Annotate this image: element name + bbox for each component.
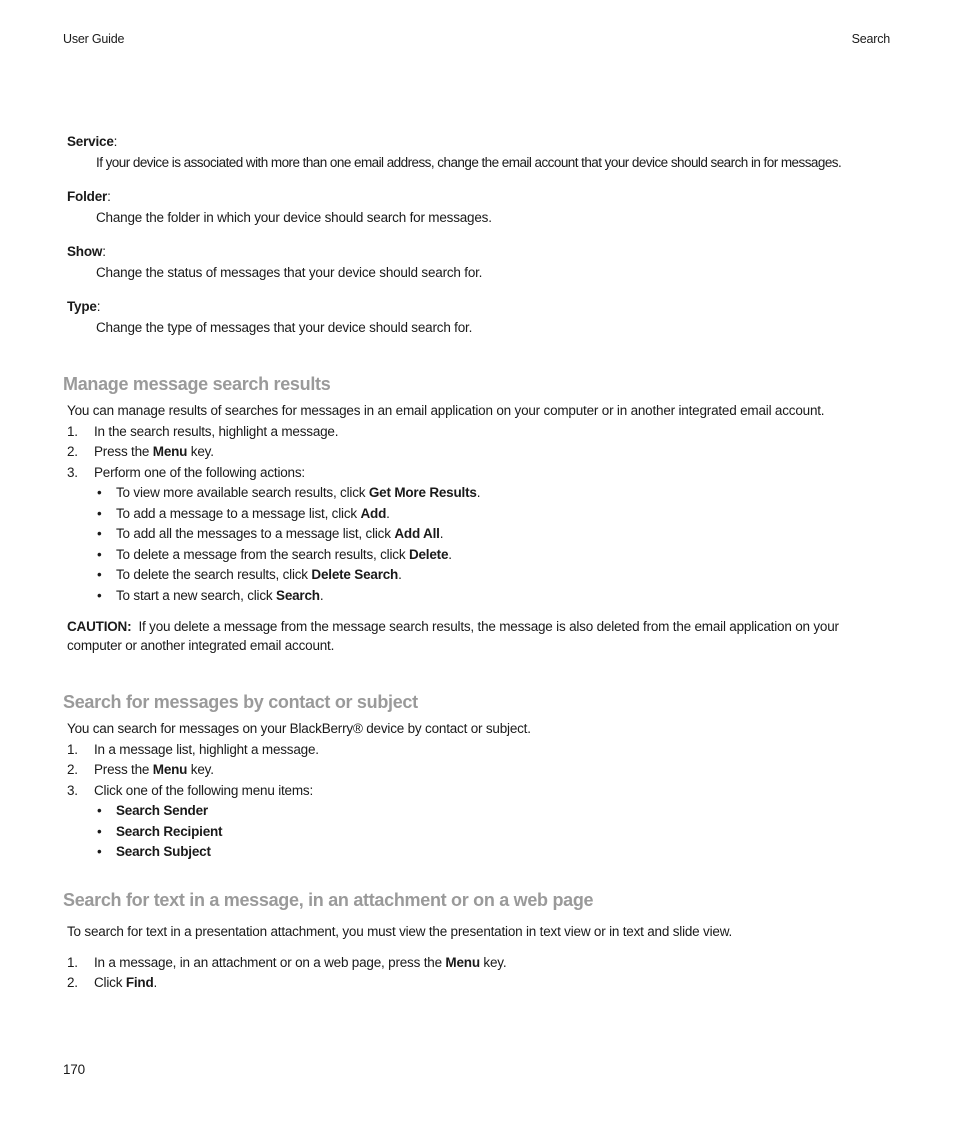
option-term: Service: — [67, 134, 118, 149]
option-description: Change the type of messages that your device should search for. — [96, 320, 473, 335]
caution-note: CAUTION: If you delete a message from the message search results, the message is also deleted from the email application on your computer or another integrated email account. — [67, 618, 839, 654]
option-show — [67, 243, 897, 282]
step-number: 1. — [67, 423, 78, 439]
step-item: 2. Press the Menu key. — [67, 442, 897, 463]
option-type — [67, 298, 897, 337]
action-item: • To add all the messages to a message list, click Add All. — [97, 526, 444, 542]
menu-item-bullets — [94, 801, 897, 863]
step-number: 1. — [67, 954, 78, 970]
menu-key-label: Menu — [152, 444, 188, 459]
step-item — [67, 422, 897, 443]
step-item — [67, 781, 897, 863]
action-item: • To view more available search results, click Get More Results. — [97, 485, 481, 500]
step-number: 2. — [67, 444, 78, 459]
menu-key-label: Menu — [152, 762, 188, 777]
step-number: 2. — [67, 762, 78, 777]
section-manage — [67, 401, 897, 656]
step-number: 3. — [67, 782, 78, 798]
find-label: Find — [125, 975, 154, 990]
steps-list — [67, 740, 897, 863]
action-item: • To delete a message from the search results, click Delete. — [97, 546, 452, 562]
section-heading-text-search: Search for text in a message, in an attachment or on a web page — [63, 890, 594, 910]
menu-item-search-sender: • Search Sender — [97, 803, 208, 818]
option-term: Folder: — [67, 189, 111, 204]
step-number: 3. — [67, 464, 78, 480]
step-item — [67, 740, 897, 761]
section-intro: You can manage results of searches for messages in an email application on your computer or in another integrated email account. — [67, 403, 825, 418]
page-number: 170 — [63, 1062, 85, 1077]
step-item — [67, 463, 897, 607]
search-options-list — [67, 133, 897, 353]
steps-list — [67, 953, 897, 994]
option-term: Type: — [67, 299, 101, 314]
step-text: Perform one of the following actions: — [94, 464, 305, 480]
step-number: 1. — [67, 741, 78, 757]
step-item: 2. Click Find. — [67, 973, 897, 994]
action-bullets — [94, 483, 897, 607]
menu-item-search-subject: • Search Subject — [97, 844, 211, 860]
step-text: Click one of the following menu items: — [94, 782, 314, 798]
section-heading-contact: Search for messages by contact or subject — [63, 692, 418, 712]
step-text: In the search results, highlight a message. — [94, 423, 339, 439]
section-contact — [67, 719, 897, 863]
step-item: 2. Press the Menu key. — [67, 760, 897, 781]
action-item: • To start a new search, click Search. — [97, 587, 324, 603]
option-description: Change the status of messages that your device should search for. — [96, 265, 483, 280]
option-term: Show: — [67, 244, 106, 259]
option-service — [67, 133, 897, 172]
action-item: • To delete the search results, click Delete Search. — [97, 567, 402, 583]
caution-label: CAUTION: — [67, 618, 132, 634]
step-number: 2. — [67, 975, 78, 990]
action-item: • To add a message to a message list, click Add. — [97, 505, 390, 521]
option-folder — [67, 188, 897, 227]
section-intro: To search for text in a presentation attachment, you must view the presentation in text view or in text and slide view. — [67, 924, 733, 939]
steps-list — [67, 422, 897, 607]
option-description: Change the folder in which your device should search for messages. — [96, 210, 492, 225]
header-guide-title: User Guide — [63, 32, 125, 46]
header-section-title: Search — [851, 32, 890, 46]
section-intro: You can search for messages on your BlackBerry® device by contact or subject. — [67, 721, 531, 736]
menu-key-label: Menu — [445, 954, 480, 970]
step-text: In a message list, highlight a message. — [94, 741, 319, 757]
option-description: If your device is associated with more than one email address, change the email account that your device should search in for messages. — [96, 155, 842, 170]
section-heading-manage: Manage message search results — [63, 374, 331, 394]
section-text-search — [67, 922, 897, 994]
menu-item-search-recipient: • Search Recipient — [97, 823, 223, 839]
step-item: 1. In a message, in an attachment or on a web page, press the Menu key. — [67, 953, 897, 974]
